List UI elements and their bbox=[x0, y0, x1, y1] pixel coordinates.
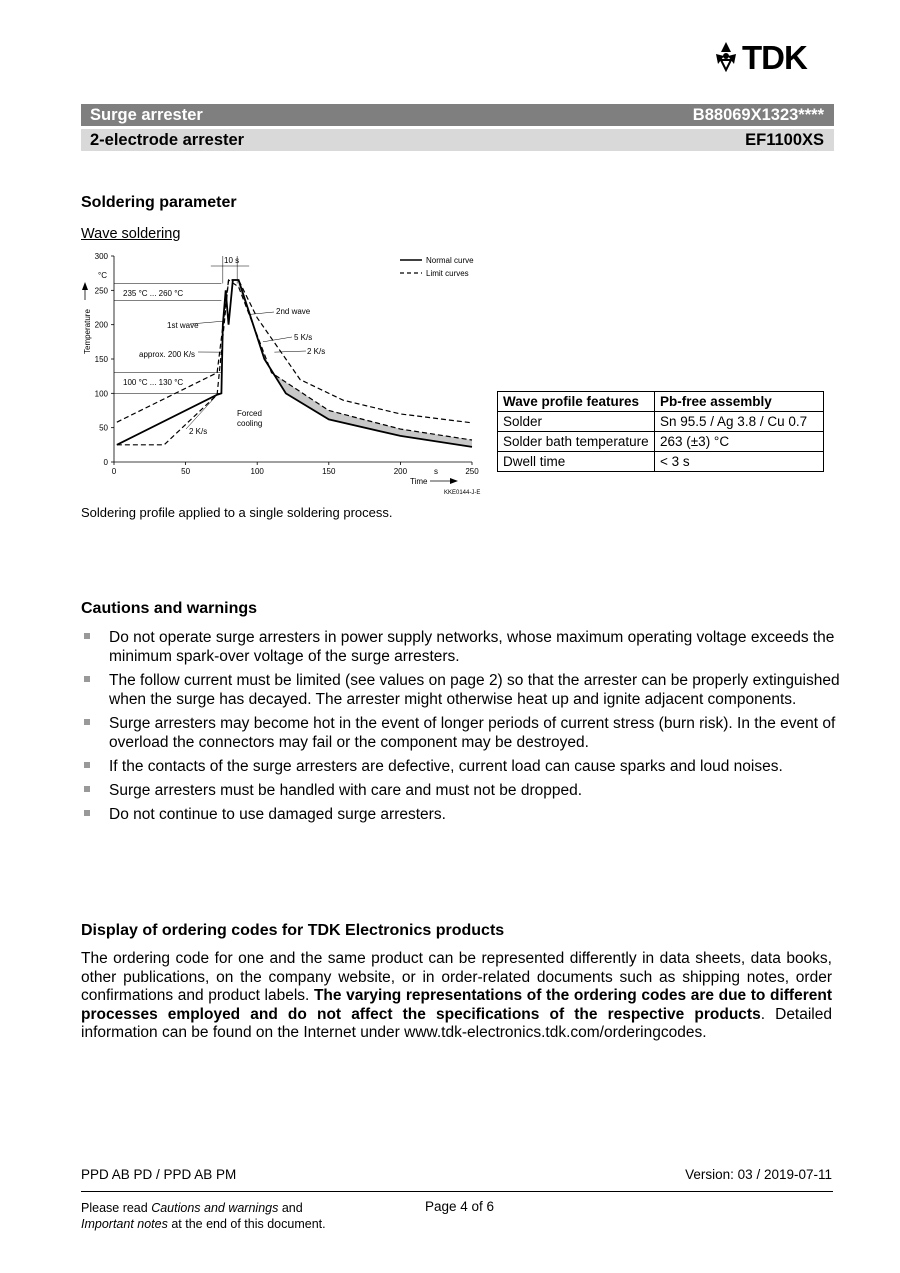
x-axis-label: Time bbox=[410, 477, 428, 486]
table-cell: Dwell time bbox=[498, 452, 655, 472]
x-axis-unit: s bbox=[434, 467, 438, 476]
table-cell: Wave profile features bbox=[498, 392, 655, 412]
wave-soldering-chart bbox=[78, 248, 488, 498]
y-tick-label: 0 bbox=[103, 458, 108, 467]
caution-item: Do not continue to use damaged surge arresters. bbox=[81, 805, 841, 824]
table-cell: Solder bath temperature bbox=[498, 432, 655, 452]
annotation-preheat-range: 100 °C ... 130 °C bbox=[123, 378, 184, 387]
footer-version: Version: 03 / 2019-07-11 bbox=[685, 1167, 832, 1182]
footer-note bbox=[81, 1200, 326, 1232]
annotation-leader-line bbox=[186, 393, 219, 429]
product-subtype: 2-electrode arrester bbox=[90, 131, 245, 149]
chart-axes bbox=[82, 252, 479, 484]
legend-normal-curve: Normal curve bbox=[426, 256, 474, 265]
table-row bbox=[498, 432, 824, 452]
annotation-2ks-lower: 2 K/s bbox=[189, 427, 208, 436]
y-tick-label: 50 bbox=[99, 423, 108, 433]
chart-annotations bbox=[83, 256, 480, 496]
annotation-200ks: approx. 200 K/s bbox=[139, 350, 196, 359]
model-name: EF1100XS bbox=[745, 131, 824, 149]
y-axis-arrow-icon bbox=[82, 282, 88, 290]
wave-soldering-subtitle: Wave soldering bbox=[81, 226, 181, 242]
normal-curve-line bbox=[117, 280, 472, 447]
ordering-text-1: The ordering code for one and the same product can be represented differently in data sheets, data books, other publications, on the company website, or in order-related documents such as shipping notes, order confirmations and product labels. bbox=[81, 950, 832, 1004]
legend-limit-curves: Limit curves bbox=[426, 269, 469, 278]
soldering-title: Soldering parameter bbox=[81, 194, 237, 211]
footer-divider bbox=[81, 1191, 833, 1192]
y-axis-label: Temperature bbox=[83, 309, 92, 354]
x-tick-label: 100 bbox=[250, 467, 264, 476]
caution-item: If the contacts of the surge arresters are defective, current load can cause sparks and loud noises. bbox=[81, 757, 841, 776]
x-axis-arrow-icon bbox=[450, 478, 458, 484]
chart-series bbox=[117, 280, 472, 447]
x-tick-label: 50 bbox=[181, 467, 191, 476]
y-tick-label: 250 bbox=[94, 286, 108, 296]
cautions-list bbox=[81, 628, 841, 829]
footer-page-number: Page 4 of 6 bbox=[425, 1199, 495, 1214]
table-cell: < 3 s bbox=[655, 452, 824, 472]
ordering-text-2: . Detailed information can be found on the Internet under www.tdk-electronics.tdk.com/orderingcodes. bbox=[81, 1005, 832, 1041]
annotation-5ks: 5 K/s bbox=[294, 333, 313, 342]
y-axis-unit: °C bbox=[98, 271, 107, 280]
footer-note-1c: and bbox=[278, 1201, 303, 1215]
annotation-10s: 10 s bbox=[224, 256, 240, 265]
wave-profile-table bbox=[497, 391, 824, 472]
annotation-leader-line bbox=[263, 337, 292, 342]
logo-text: TDK bbox=[742, 40, 807, 72]
annotation-forced-cooling: Forced cooling bbox=[237, 409, 263, 428]
soldering-note: Soldering profile applied to a single soldering process. bbox=[81, 505, 393, 520]
footer-note-1b: Cautions and warnings bbox=[151, 1201, 279, 1215]
caution-item: The follow current must be limited (see values on page 2) so that the arrester can be properly extinguished when the surge has decayed. The arrester might otherwise heat up and ignite adjacent components. bbox=[81, 671, 841, 709]
x-tick-label: 250 bbox=[465, 467, 479, 476]
footer-note-1a: Please read bbox=[81, 1201, 152, 1215]
annotation-2ks-upper: 2 K/s bbox=[307, 347, 326, 356]
ordering-title: Display of ordering codes for TDK Electronics products bbox=[81, 922, 505, 939]
caution-item: Surge arresters must be handled with care and must not be dropped. bbox=[81, 781, 841, 800]
annotation-leader-line bbox=[274, 351, 306, 352]
y-tick-label: 200 bbox=[94, 320, 108, 330]
ordering-code: B88069X1323**** bbox=[692, 106, 824, 124]
table-cell: Sn 95.5 / Ag 3.8 / Cu 0.7 bbox=[655, 412, 824, 432]
product-type: Surge arrester bbox=[90, 106, 203, 124]
annotation-1st-wave: 1st wave bbox=[167, 321, 199, 330]
ordering-text-bold: The varying representations of the ordering codes are due to different processes employed and do not affect the specifications of the respective products bbox=[81, 987, 832, 1023]
footer-note-2a: Important notes bbox=[81, 1217, 168, 1231]
table-cell: Pb-free assembly bbox=[655, 392, 824, 412]
y-tick-label: 100 bbox=[94, 389, 108, 399]
table-cell: 263 (±3) °C bbox=[655, 432, 824, 452]
caution-item: Surge arresters may become hot in the event of longer periods of current stress (burn risk). In the event of overload the connectors may fail or the component may be destroyed. bbox=[81, 714, 841, 752]
chart-code: KKE0144-J-E bbox=[444, 490, 481, 496]
header-bar-primary bbox=[81, 104, 834, 126]
x-tick-label: 200 bbox=[393, 467, 408, 476]
tdk-logo-emblem-icon bbox=[712, 40, 836, 72]
table-header-row bbox=[498, 392, 824, 412]
annotation-leader-line bbox=[250, 312, 274, 314]
footer-note-2b: at the end of this document. bbox=[167, 1217, 326, 1231]
y-tick-label: 150 bbox=[94, 355, 108, 364]
caution-item: Do not operate surge arresters in power supply networks, whose maximum operating voltage exceeds the minimum spark-over voltage of the surge arresters. bbox=[81, 628, 841, 666]
cooling-band-fill bbox=[239, 280, 472, 447]
x-tick-label: 0 bbox=[111, 467, 117, 476]
footer-department: PPD AB PD / PPD AB PM bbox=[81, 1167, 237, 1182]
ordering-paragraph bbox=[81, 950, 832, 1043]
cautions-title: Cautions and warnings bbox=[81, 600, 258, 617]
tdk-logo bbox=[712, 40, 836, 72]
annotation-peak-range: 235 °C ... 260 °C bbox=[123, 289, 184, 298]
table-row bbox=[498, 452, 824, 472]
header-bar-secondary bbox=[81, 129, 834, 151]
table-cell: Solder bbox=[498, 412, 655, 432]
limit-curve-line bbox=[117, 280, 472, 445]
annotation-2nd-wave: 2nd wave bbox=[276, 307, 311, 316]
normal-curve-band bbox=[239, 280, 472, 447]
table-row bbox=[498, 412, 824, 432]
y-tick-label: 300 bbox=[94, 252, 108, 261]
x-tick-label: 150 bbox=[322, 467, 336, 476]
